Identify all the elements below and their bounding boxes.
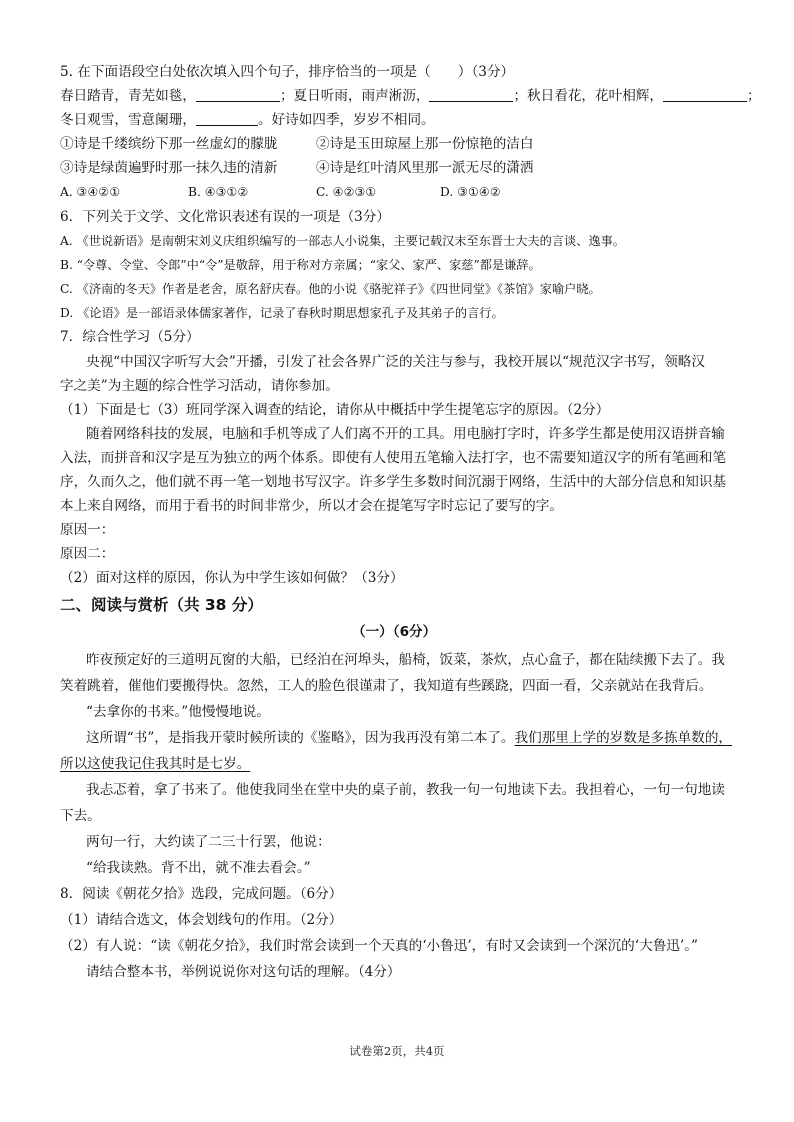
q5-option-a[interactable]: A. ③④②① [60,185,121,199]
q6-option-a[interactable]: A. 《世说新语》是南朝宋刘义庆组织编写的一部志人小说集，主要记载汉末至东晋士大夫的言谈、逸事。 [60,234,625,248]
q7-intro-line2: 字之美”为主题的综合性学习活动，请你参加。 [60,378,339,394]
q5-item-1: ①诗是千缕缤纷下那一丝虚幻的朦胧 [60,136,278,152]
q7-sub2: （2）面对这样的原因，你认为中学生该如何做？（3分） [60,570,404,586]
q7-para-line2: 入法，而拼音和汉字是互为独立的两个体系。即使有人使用五笔输入法打字，也不需要知道汉字的所有笔画和笔 [60,450,727,466]
q5-blank-1[interactable] [196,87,280,102]
q5-paragraph-line2 [60,110,435,130]
q5-text-winter: 冬日观雪，雪意阑珊， [60,112,196,128]
passage-p3-line1 [86,728,732,748]
q5-stem: 5. 在下面语段空白处依次填入四个句子，排序恰当的一项是（ ）（3分） [60,64,515,80]
q7-reason-1[interactable]: 原因一： [60,522,115,538]
q5-option-d[interactable]: D. ③①④② [440,185,501,199]
q6-option-d[interactable]: D. 《论语》是一部语录体儒家著作，记录了春秋时期思想家孔子及其弟子的言行。 [60,306,504,320]
q5-blank-4[interactable] [196,111,258,126]
passage-p3-text: 这所谓“书”，是指我开蒙时候所读的《鉴略》，因为我再没有第二本了。 [86,730,515,746]
passage-p1-line1: 昨夜预定好的三道明瓦窗的大船，已经泊在河埠头，船椅，饭菜，茶炊，点心盒子，都在陆续搬下去了。我 [86,652,725,668]
q7-para-line1: 随着网络科技的发展，电脑和手机等成了人们离不开的工具。用电脑打字时，许多学生都是使用汉语拼音输 [86,426,725,442]
q8-stem: 8．阅读《朝花夕拾》选段，完成问题。（6分） [60,886,343,902]
q7-stem: 7．综合性学习（5分） [60,329,200,345]
q5-text-spring: 春日踏青，青芜如毯， [60,88,196,104]
q8-sub1: （1）请结合选文，体会划线句的作用。（2分） [60,912,343,928]
q5-option-c[interactable]: C. ④②③① [316,185,377,199]
q8-sub2-continued: 请结合整本书，举例说说你对这句话的理解。（4分） [86,964,401,980]
q8-sub2: （2）有人说：“读《朝花夕拾》，我们时常会读到一个天真的‘小鲁迅’，有时又会读到一个深沉的‘大鲁迅’。” [60,938,698,954]
q5-text-autumn: ；秋日看花，花叶相辉， [513,88,663,104]
q5-option-b[interactable]: B. ④③①② [188,185,249,199]
passage-p4-line1: 我忐忑着，拿了书来了。他使我同坐在堂中央的桌子前，教我一句一句地读下去。我担着心，一句一句地读 [86,782,725,798]
q7-reason-2[interactable]: 原因二： [60,546,115,562]
q5-paragraph-line1 [60,86,761,106]
passage-p1-line2: 笑着跳着，催他们要搬得快。忽然，工人的脸色很谨肃了，我知道有些蹊跷，四面一看，父亲就站在我背后。 [60,678,713,694]
passage-p5: 两句一行，大约读了二三十行罢，他说： [86,834,331,850]
q5-text-closing: 。好诗如四季，岁岁不相同。 [257,112,435,128]
q7-sub1: （1）下面是七（3）班同学深入调查的结论，请你从中概括中学生提笔忘字的原因。（2分） [60,402,610,418]
q5-item-2: ②诗是玉田琼屋上那一份惊艳的洁白 [316,136,534,152]
q6-option-b[interactable]: B. “令尊、令堂、令郎”中“令”是敬辞，用于称对方亲属；“家父、家严、家慈”都是谦辞。 [60,258,541,272]
page-footer: 试卷第2页，共4页 [349,1044,445,1058]
q5-text-summer: ；夏日听雨，雨声淅沥， [279,88,430,104]
section-heading: 二、阅读与赏析（共 38 分） [60,596,263,614]
underlined-sentence-part1: 我们那里上学的岁数是多拣单数的， [514,730,733,746]
q7-para-line4: 本上来自网络，而用于看书的时间非常少，所以才会在提笔写字时忘记了要写的字。 [60,498,563,514]
underlined-sentence-part2: 所以这使我记住我其时是七岁。 [60,756,251,772]
q5-text-end: ； [747,88,761,104]
passage-p4-line2: 下去。 [60,808,101,824]
q7-para-line3: 序，久而久之，他们就不再一笔一划地书写汉字。许多学生多数时间沉溺于网络，生活中的大部分信息和知识基 [60,474,727,490]
passage-p2: “去拿你的书来。”他慢慢地说。 [86,704,270,720]
q6-stem: 6．下列关于文学、文化常识表述有误的一项是（3分） [60,209,390,225]
q5-blank-2[interactable] [429,87,513,102]
q5-item-3: ③诗是绿茵遍野时那一抹久违的清新 [60,160,278,176]
q5-blank-3[interactable] [663,87,747,102]
reading-part-heading: （一）（6分） [352,624,437,640]
passage-p6: “给我读熟。背不出，就不准去看会。” [86,860,311,876]
q7-intro-line1: 央视“中国汉字听写大会”开播，引发了社会各界广泛的关注与参与，我校开展以“规范汉字书写，领略汉 [86,354,705,370]
q5-item-4: ④诗是红叶清风里那一派无尽的潇洒 [316,160,534,176]
q6-option-c[interactable]: C. 《济南的冬天》作者是老舍，原名舒庆春。他的小说《骆驼祥子》《四世同堂》《茶馆》家喻户晓。 [60,282,601,296]
